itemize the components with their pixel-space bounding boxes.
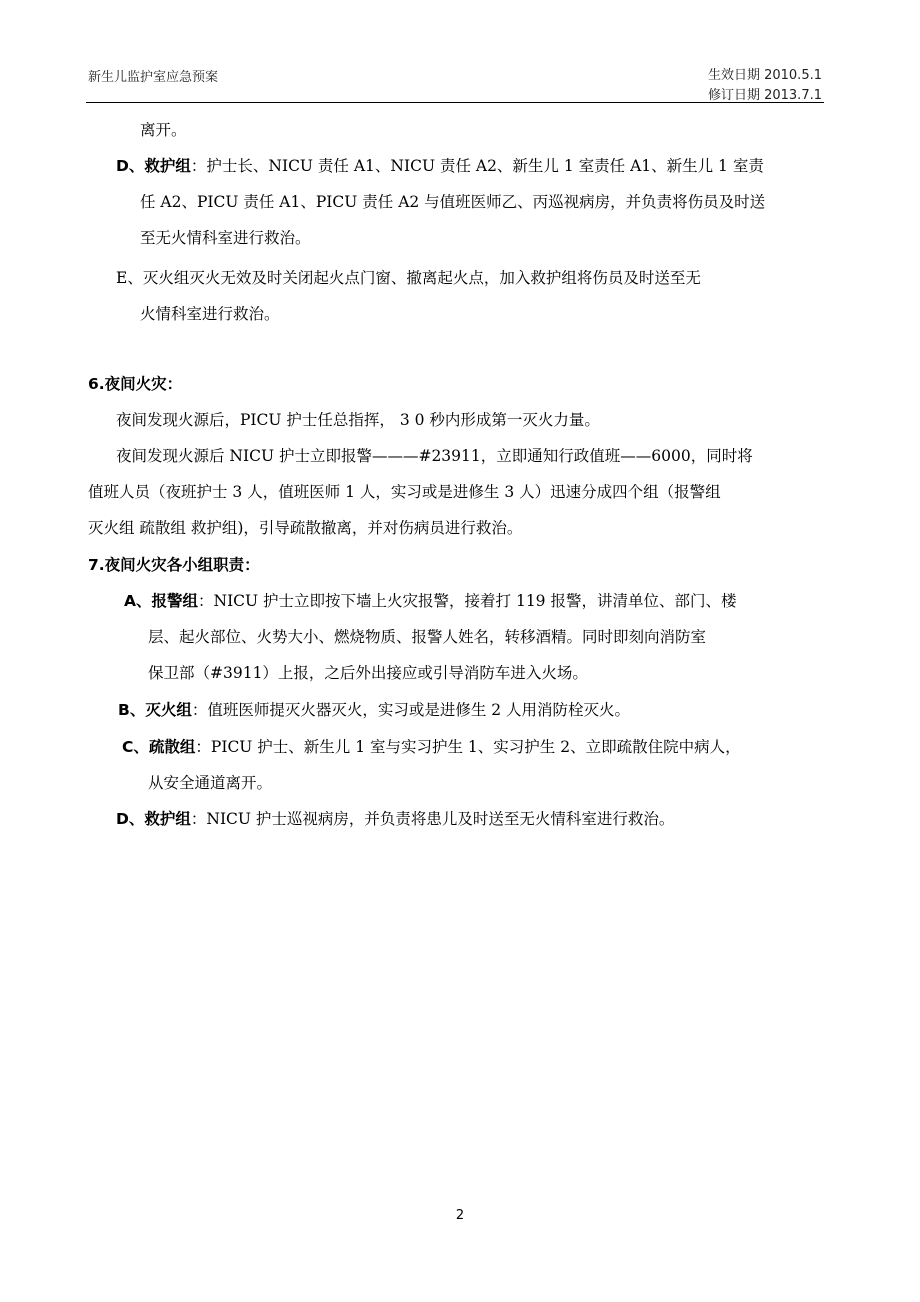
- header-dates: [708, 66, 822, 106]
- header-document-title: 新生儿监护室应急预案: [88, 70, 219, 85]
- effective-date: 生效日期 2010.5.1: [707, 68, 822, 83]
- evacuation-group-text: ：PICU 护士、新生儿 1 室与实习护生 1、实习护生 2、立即疏散住院中病人，: [195, 738, 741, 756]
- night-rescue-group-text: ：NICU 护士巡视病房，并负责将患儿及时送至无火情科室进行救治。: [190, 810, 675, 828]
- alarm-group-line-2: 层、起火部位、火势大小、燃烧物质、报警人姓名，转移酒精。同时即刻向消防室: [148, 628, 707, 646]
- header-rule: [86, 102, 824, 103]
- evacuation-group-line-1: [122, 729, 741, 765]
- section-6-paragraph-2-line-2: 值班人员（夜班护士 3 人，值班医师 1 人，实习或是进修生 3 人）迅速分成四个组（报警组: [88, 483, 721, 501]
- separator: ：: [190, 157, 207, 175]
- alarm-group-line-3: 保卫部（#3911）上报，之后外出接应或引导消防车进入火场。: [148, 664, 588, 682]
- evacuation-group-line-2: 从安全通道离开。: [148, 774, 273, 792]
- section-6-title: 6.夜间火灾：: [88, 375, 183, 393]
- night-rescue-group-label: D、救护组: [116, 810, 191, 828]
- rescue-group-label: D、救护组: [116, 157, 191, 175]
- alarm-group-label: A、报警组: [124, 592, 198, 610]
- fire-group-line-2: 火情科室进行救治。: [140, 305, 280, 323]
- alarm-group-line-1: [124, 583, 736, 619]
- rescue-group-text: 护士长、NICU 责任 A1、NICU 责任 A2、新生儿 1 室责任 A1、新生儿 1 室责: [206, 157, 764, 175]
- revised-date: 修订日期 2013.7.1: [707, 88, 822, 103]
- extinguish-group-text: ：值班医师提灭火器灭火，实习或是进修生 2 人用消防栓灭火。: [191, 701, 631, 719]
- section-6-paragraph-1: 夜间发现火源后，PICU 护士任总指挥， 3 0 秒内形成第一灭火力量。: [116, 411, 600, 429]
- extinguish-group-line: [118, 692, 630, 728]
- section-6-paragraph-2-line-1: 夜间发现火源后 NICU 护士立即报警———#23911，立即通知行政值班——6000，同时将: [116, 447, 753, 465]
- paragraph-line: 离开。: [140, 121, 187, 139]
- rescue-group-line-2: 任 A2、PICU 责任 A1、PICU 责任 A2 与值班医师乙、丙巡视病房，并负责将伤员及时送: [140, 193, 766, 211]
- page-number: 2: [455, 1208, 465, 1223]
- section-7-title: 7.夜间火灾各小组职责：: [88, 556, 260, 574]
- fire-group-line-1: E、灭火组灭火无效及时关闭起火点门窗、撤离起火点，加入救护组将伤员及时送至无: [116, 269, 701, 287]
- section-6-paragraph-2-line-3: 灭火组 疏散组 救护组)，引导疏散撤离，并对伤病员进行救治。: [88, 519, 523, 537]
- alarm-group-text: ：NICU 护士立即按下墙上火灾报警，接着打 119 报警，讲清单位、部门、楼: [198, 592, 737, 610]
- evacuation-group-label: C、疏散组: [122, 738, 196, 756]
- night-rescue-group-line: [116, 801, 674, 837]
- rescue-group-line-1: [116, 148, 764, 184]
- rescue-group-line-3: 至无火情科室进行救治。: [140, 229, 311, 247]
- extinguish-group-label: B、灭火组: [118, 701, 192, 719]
